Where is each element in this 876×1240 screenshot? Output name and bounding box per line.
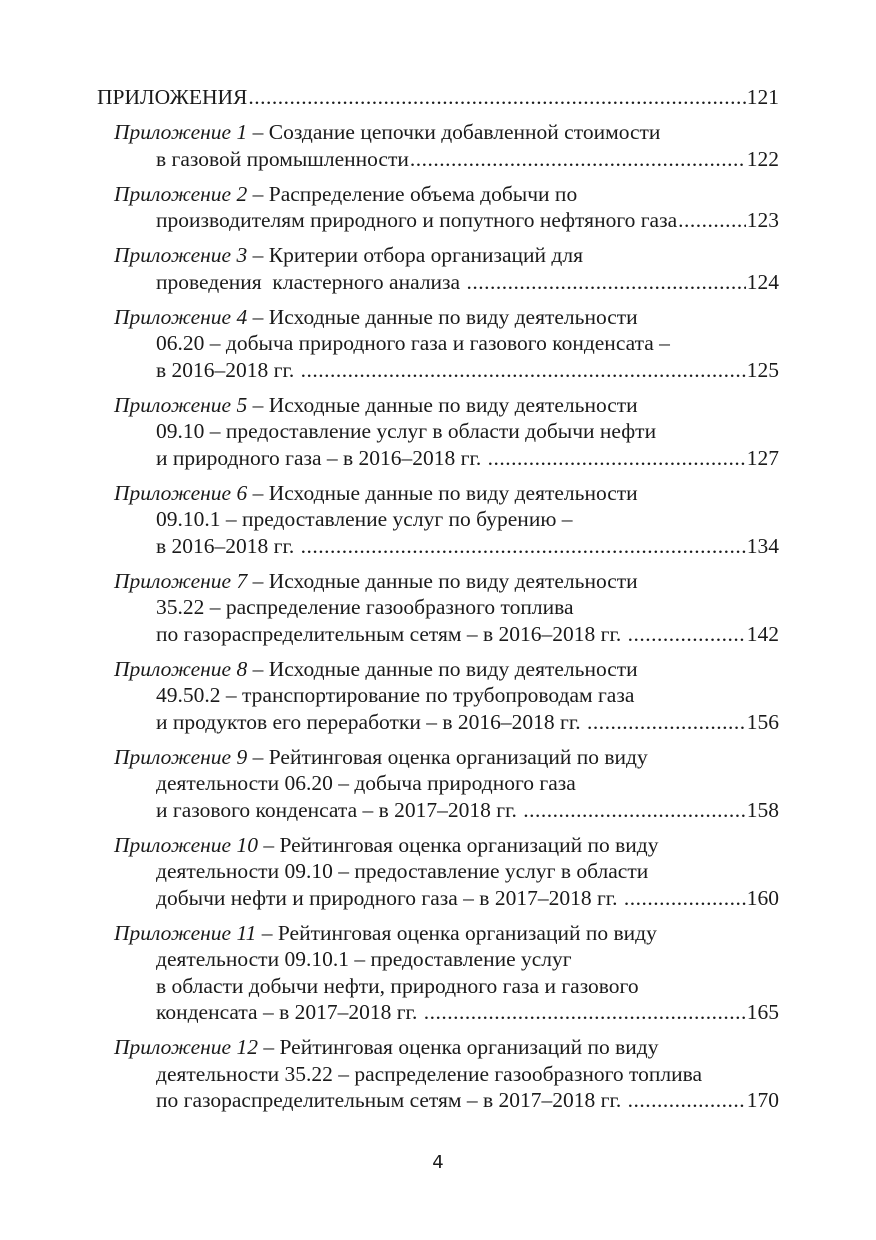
- toc-entry-first-line: [97, 304, 779, 331]
- toc-entry-first-line: [97, 119, 779, 146]
- toc-entry: [97, 832, 779, 912]
- entry-page-number: 160: [746, 885, 779, 910]
- toc-entry-last-line: [97, 445, 779, 472]
- entry-title-first: Исходные данные по виду деятельности: [268, 656, 638, 681]
- toc-entry: [97, 242, 779, 295]
- toc-entry-first-line: [97, 1034, 779, 1061]
- toc-entry: [97, 392, 779, 472]
- entry-title-last: конденсата – в 2017–2018 гг.: [156, 1000, 423, 1024]
- toc-entry-last-line: [97, 885, 779, 912]
- entry-title-last: и продуктов его переработки – в 2016–2018 гг.: [156, 709, 586, 734]
- entry-page-number: 124: [746, 269, 779, 294]
- toc-entry-last-line: [97, 621, 779, 648]
- label-dash: –: [247, 392, 269, 417]
- entry-page-number: 170: [746, 1088, 779, 1112]
- appendix-label: Приложение 8: [114, 656, 248, 681]
- entry-title-last: проведения кластерного анализа: [156, 269, 466, 294]
- entry-title-first: Исходные данные по виду деятельности: [268, 392, 638, 417]
- entry-title-last: и природного газа – в 2016–2018 гг.: [156, 445, 487, 470]
- entry-title-continuation: в области добычи нефти, природного газа и газового: [156, 973, 639, 998]
- label-dash: –: [247, 744, 269, 769]
- toc-entry-last-line: [97, 269, 779, 296]
- entry-title-continuation: 06.20 – добыча природного газа и газового конденсата –: [156, 331, 670, 355]
- toc-entry-first-line: [97, 181, 779, 208]
- entry-title-first: Рейтинговая оценка организаций по виду: [277, 920, 657, 945]
- toc-heading-line: [97, 84, 779, 111]
- label-dash: –: [247, 304, 269, 329]
- entry-title-continuation: деятельности 09.10.1 – предоставление услуг: [156, 947, 572, 971]
- entry-title-continuation: деятельности 06.20 – добыча природного газа: [156, 771, 576, 795]
- toc-entry-last-line: [97, 797, 779, 824]
- entry-title-first: Исходные данные по виду деятельности: [268, 480, 638, 505]
- dot-leader: [587, 709, 746, 736]
- dot-leader: [424, 999, 746, 1026]
- entry-page-number: 127: [746, 445, 779, 470]
- dot-leader: [301, 357, 746, 384]
- appendix-label: Приложение 7: [114, 568, 248, 593]
- entry-title-continuation: деятельности 09.10 – предоставление услуг в области: [156, 859, 649, 883]
- toc-entries: [97, 119, 779, 1114]
- dot-leader: [628, 1087, 746, 1114]
- toc-entry-first-line: [97, 744, 779, 771]
- entry-title-last: в 2016–2018 гг.: [156, 357, 300, 382]
- toc-entry-last-line: [97, 207, 779, 234]
- entry-title-last: и газового конденсата – в 2017–2018 гг.: [156, 797, 523, 822]
- entry-title-continuation: деятельности 35.22 – распределение газообразного топлива: [156, 1061, 702, 1086]
- entry-title-last: добычи нефти и природного газа – в 2017–2018 гг.: [156, 885, 623, 910]
- toc-entry-first-line: [97, 656, 779, 683]
- dot-leader: [628, 621, 746, 648]
- entry-page-number: 156: [746, 709, 779, 734]
- entry-title-last: по газораспределительным сетям – в 2016–2018 гг.: [156, 621, 627, 646]
- toc-entry: [97, 480, 779, 560]
- toc-entry: [97, 920, 779, 1026]
- appendix-label: Приложение 9: [114, 744, 248, 769]
- appendix-label: Приложение 6: [114, 480, 248, 505]
- entry-title-first: Рейтинговая оценка организаций по виду: [279, 832, 659, 857]
- dot-leader: [410, 146, 746, 173]
- appendix-label: Приложение 2: [114, 181, 248, 206]
- label-dash: –: [256, 920, 278, 945]
- toc-entry: [97, 656, 779, 736]
- toc-entry-first-line: [97, 392, 779, 419]
- entry-title-continuation: 49.50.2 – транспортирование по трубопроводам газа: [156, 683, 635, 707]
- label-dash: –: [247, 568, 269, 593]
- toc-entry-last-line: [97, 357, 779, 384]
- toc-entry: [97, 181, 779, 234]
- dot-leader: [678, 207, 746, 234]
- toc-entry-first-line: [97, 832, 779, 859]
- toc-entry-last-line: [97, 533, 779, 560]
- dot-leader: [466, 269, 745, 296]
- label-dash: –: [247, 480, 269, 505]
- appendix-label: Приложение 10: [114, 832, 258, 857]
- toc-entry: [97, 119, 779, 172]
- entry-title-first: Создание цепочки добавленной стоимости: [268, 120, 661, 144]
- entry-title-continuation: 35.22 – распределение газообразного топлива: [156, 595, 574, 619]
- page-number: 4: [432, 1152, 444, 1173]
- appendix-label: Приложение 12: [114, 1035, 258, 1059]
- entry-title-continuation: 09.10.1 – предоставление услуг по бурению –: [156, 507, 573, 531]
- toc-entry-first-line: [97, 920, 779, 947]
- entry-page-number: 142: [746, 621, 779, 646]
- toc-heading-page: 121: [746, 85, 779, 109]
- appendix-label: Приложение 5: [114, 392, 248, 417]
- label-dash: –: [247, 120, 269, 144]
- entry-page-number: 125: [746, 357, 779, 382]
- entry-title-first: Исходные данные по виду деятельности: [268, 304, 638, 329]
- appendix-label: Приложение 1: [114, 120, 248, 144]
- toc-heading-title: ПРИЛОЖЕНИЯ: [97, 85, 248, 109]
- entry-title-first: Распределение объема добычи по: [268, 181, 578, 206]
- dot-leader: [248, 84, 745, 111]
- entry-page-number: 123: [746, 208, 779, 232]
- entry-page-number: 122: [746, 146, 779, 171]
- label-dash: –: [257, 832, 280, 857]
- appendix-label: Приложение 3: [114, 243, 248, 267]
- toc-entry: [97, 744, 779, 824]
- toc-entry-last-line: [97, 1087, 779, 1114]
- table-of-contents: [97, 84, 779, 1114]
- toc-entry-first-line: [97, 242, 779, 269]
- label-dash: –: [247, 656, 269, 681]
- toc-entry: [97, 304, 779, 384]
- toc-entry-first-line: [97, 568, 779, 595]
- dot-leader: [624, 885, 746, 912]
- entry-title-last: производителям природного и попутного нефтяного газа: [156, 208, 678, 232]
- entry-page-number: 165: [746, 1000, 779, 1024]
- toc-entry-last-line: [97, 146, 779, 173]
- entry-title-last: в газовой промышленности: [156, 146, 409, 171]
- label-dash: –: [247, 243, 269, 267]
- entry-page-number: 134: [746, 533, 779, 558]
- dot-leader: [523, 797, 746, 824]
- entry-title-first: Рейтинговая оценка организаций по виду: [268, 744, 648, 769]
- dot-leader: [488, 445, 746, 472]
- label-dash: –: [257, 1035, 280, 1059]
- toc-entry-last-line: [97, 709, 779, 736]
- toc-entry: [97, 1034, 779, 1114]
- toc-entry-last-line: [97, 999, 779, 1026]
- dot-leader: [301, 533, 746, 560]
- entry-page-number: 158: [746, 797, 779, 822]
- label-dash: –: [247, 181, 269, 206]
- appendix-label: Приложение 4: [114, 304, 248, 329]
- toc-entry: [97, 568, 779, 648]
- toc-entry-first-line: [97, 480, 779, 507]
- entry-title-first: Рейтинговая оценка организаций по виду: [279, 1035, 659, 1059]
- entry-title-last: по газораспределительным сетям – в 2017–2018 гг.: [156, 1088, 627, 1112]
- entry-title-last: в 2016–2018 гг.: [156, 533, 300, 558]
- appendix-label: Приложение 11: [114, 920, 257, 945]
- entry-title-continuation: 09.10 – предоставление услуг в области добычи нефти: [156, 419, 657, 443]
- entry-title-first: Критерии отбора организаций для: [268, 243, 583, 267]
- entry-title-first: Исходные данные по виду деятельности: [268, 568, 638, 593]
